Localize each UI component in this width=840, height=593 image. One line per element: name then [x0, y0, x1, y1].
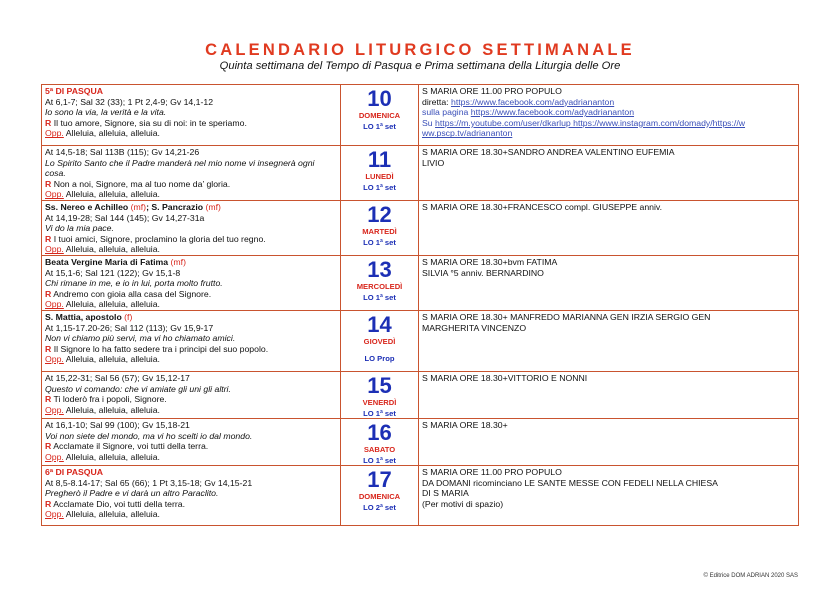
response-marker: R — [45, 288, 52, 299]
page-subtitle: Quinta settimana del Tempo di Pasqua e Prima settimana della Liturgia delle Ore — [219, 60, 621, 72]
antiphon-line — [45, 223, 337, 234]
feast-heading — [45, 202, 337, 213]
readings-line — [45, 323, 337, 334]
response-text: Acclamate Dio, voi tutti della terra. — [53, 498, 186, 509]
response-text: Andremo con gioia alla casa del Signore. — [53, 288, 212, 299]
response-marker: R — [45, 343, 52, 354]
feast-rank: (mf) — [168, 256, 186, 267]
liturgy-hours-week: LO 1ª set — [363, 292, 396, 302]
liturgy-hours-week: LO 1ª set — [363, 455, 396, 465]
day-row — [42, 200, 799, 255]
response-text: Non a noi, Signore, ma al tuo nome da’ gloria. — [53, 178, 231, 189]
opp-text: Alleluia, alleluia, alleluia. — [65, 299, 160, 310]
mass-note: MARGHERITA VINCENZO — [422, 322, 527, 333]
stream-link-line — [422, 97, 795, 108]
mass-note: S MARIA ORE 18.30+ MANFREDO MARIANNA GEN IRZIA SERGIO GEN — [422, 311, 711, 322]
day-name: LUNEDÌ — [365, 172, 394, 181]
stream-link-line — [422, 128, 795, 139]
date-cell — [341, 255, 419, 310]
opp-line — [45, 405, 337, 416]
feast-name: 6ª DI PASQUA — [45, 466, 104, 477]
day-number: 13 — [367, 256, 392, 282]
feast-name: Ss. Nereo e Achilleo — [45, 201, 129, 212]
mass-note: DA DOMANI ricominciano LE SANTE MESSE CON FEDELI NELLA CHIESA — [422, 477, 718, 488]
readings-cell — [42, 146, 341, 201]
antiphon-text: Chi rimane in me, e io in lui, porta molto frutto. — [45, 278, 223, 289]
readings-text: At 1,15-17.20-26; Sal 112 (113); Gv 15,9-17 — [45, 322, 214, 333]
response-line — [45, 499, 337, 510]
liturgy-hours-week: LO 1ª set — [363, 237, 396, 247]
response-line — [45, 234, 337, 245]
opp-text: Alleluia, alleluia, alleluia. — [65, 451, 160, 462]
feast-name: 5ª DI PASQUA — [45, 86, 104, 96]
stream-link-label: sulla pagina — [422, 107, 471, 118]
stream-link-label: diretta: — [422, 96, 451, 107]
mass-notes-cell — [419, 310, 799, 371]
day-name: VENERDÌ — [362, 397, 397, 407]
opp-marker: Opp. — [45, 244, 64, 255]
day-name: SABATO — [363, 444, 396, 454]
liturgy-hours-week: LO 1ª set — [363, 122, 396, 131]
response-marker: R — [45, 233, 52, 244]
antiphon-text: Questo vi comando: che vi amiate gli uni gli altri. — [45, 383, 231, 394]
mass-notes-cell — [419, 255, 799, 310]
date-cell — [341, 418, 419, 465]
day-row — [42, 146, 799, 201]
stream-link-line — [422, 118, 795, 129]
opp-line — [45, 354, 337, 365]
feast-name: Beata Vergine Maria di Fatima — [45, 256, 169, 267]
day-name: GIOVEDÌ — [363, 336, 396, 346]
response-text: Ti loderò fra i popoli, Signore. — [53, 394, 167, 405]
opp-line — [45, 299, 337, 310]
mass-note: S MARIA ORE 18.30+bvm FATIMA — [422, 256, 558, 267]
antiphon-text: Lo Spirito Santo che il Padre manderà nel mio nome vi insegnerà ogni cosa. — [45, 157, 315, 179]
day-row — [42, 418, 799, 465]
response-marker: R — [45, 178, 52, 189]
response-line — [45, 441, 337, 452]
readings-cell — [42, 310, 341, 371]
date-cell — [341, 85, 419, 146]
opp-line — [45, 244, 337, 255]
feast-rank-2: (mf) — [203, 201, 221, 212]
copyright-note: © Editrice DOM ADRIAN 2020 SAS — [703, 573, 798, 579]
response-line — [45, 344, 337, 355]
antiphon-text: Voi non siete del mondo, ma vi ho scelti io dal mondo. — [45, 430, 253, 441]
day-row — [42, 371, 799, 418]
readings-cell — [42, 255, 341, 310]
date-cell — [341, 200, 419, 255]
response-line — [45, 118, 337, 129]
readings-text: At 8,5-8.14-17; Sal 65 (66); 1 Pt 3,15-18; Gv 14,15-21 — [45, 477, 253, 488]
day-row — [42, 310, 799, 371]
liturgy-hours-week: LO 1ª set — [363, 183, 396, 192]
opp-line — [45, 189, 337, 200]
day-row — [42, 85, 799, 146]
stream-link[interactable]: https://www.facebook.com/adyadriananton — [450, 96, 615, 107]
mass-notes-cell — [419, 200, 799, 255]
opp-marker: Opp. — [45, 404, 64, 415]
mass-note: (Per motivi di spazio) — [422, 498, 504, 509]
date-cell — [341, 371, 419, 418]
antiphon-line — [45, 333, 337, 344]
antiphon-line — [45, 384, 337, 395]
opp-line — [45, 128, 337, 139]
stream-link[interactable]: https://www.facebook.com/adyadriananton — [470, 107, 635, 118]
response-text: I tuoi amici, Signore, proclamino la gloria del tuo regno. — [53, 233, 266, 244]
feast-heading — [45, 257, 337, 268]
day-name: DOMENICA — [358, 111, 401, 120]
antiphon-line — [45, 488, 337, 499]
mass-notes-cell — [419, 85, 799, 146]
day-name: DOMENICA — [358, 491, 401, 501]
feast-heading — [45, 86, 337, 97]
opp-marker: Opp. — [45, 189, 64, 200]
day-row — [42, 465, 799, 525]
readings-text: At 14,5-18; Sal 113B (115); Gv 14,21-26 — [45, 147, 200, 157]
day-number: 16 — [367, 419, 392, 445]
mass-note: S MARIA ORE 18.30+ — [422, 419, 508, 430]
response-line — [45, 394, 337, 405]
liturgy-hours-week: LO 1ª set — [363, 408, 396, 418]
antiphon-text: Pregherò il Padre e vi darà un altro Paraclito. — [45, 488, 219, 499]
opp-marker: Opp. — [45, 128, 64, 139]
day-row — [42, 255, 799, 310]
feast-rank: (mf) — [128, 201, 147, 212]
mass-note: S MARIA ORE 11.00 PRO POPULO — [422, 466, 562, 477]
readings-cell — [42, 200, 341, 255]
response-marker: R — [45, 498, 52, 509]
mass-note: S MARIA ORE 18.30+SANDRO ANDREA VALENTINO EUFEMIA — [422, 147, 675, 157]
date-cell — [341, 310, 419, 371]
readings-text: At 15,1-6; Sal 121 (122); Gv 15,1-8 — [45, 267, 181, 278]
readings-cell — [42, 371, 341, 418]
opp-text: Alleluia, alleluia, alleluia. — [65, 128, 160, 139]
feast-name: S. Mattia, apostolo — [45, 311, 122, 322]
response-marker: R — [45, 394, 52, 405]
stream-link-label: Su — [422, 117, 436, 128]
opp-line — [45, 509, 337, 520]
readings-cell — [42, 465, 341, 525]
feast-rank: (f) — [121, 311, 133, 322]
antiphon-line — [45, 278, 337, 289]
opp-marker: Opp. — [45, 509, 64, 520]
date-cell — [341, 465, 419, 525]
antiphon-text: Vi do la mia pace. — [45, 223, 114, 234]
readings-line — [45, 373, 337, 384]
stream-link[interactable]: ww.pscp.tv/adriananton — [422, 128, 513, 139]
day-name: MERCOLEDÌ — [356, 281, 403, 291]
day-number: 17 — [367, 466, 392, 492]
opp-text: Alleluia, alleluia, alleluia. — [65, 509, 160, 520]
feast-heading — [45, 312, 337, 323]
antiphon-line — [45, 431, 337, 442]
antiphon-line — [45, 107, 337, 118]
antiphon-text: Non vi chiamo più servi, ma vi ho chiamato amici. — [45, 333, 236, 344]
opp-text: Alleluia, alleluia, alleluia. — [65, 404, 160, 415]
opp-marker: Opp. — [45, 451, 64, 462]
stream-link[interactable]: https://m.youtube.com/user/dkarlup https://www.instagram.com/domady/https://w — [435, 117, 746, 128]
opp-line — [45, 452, 337, 463]
readings-line — [45, 420, 337, 431]
feast-name-2: ; S. Pancrazio — [146, 201, 204, 212]
day-number: 10 — [367, 86, 392, 111]
mass-note: LIVIO — [422, 157, 445, 168]
antiphon-line — [45, 158, 337, 179]
opp-text: Alleluia, alleluia, alleluia. — [65, 189, 160, 200]
response-line — [45, 179, 337, 190]
mass-notes-cell — [419, 465, 799, 525]
mass-note: S MARIA ORE 11.00 PRO POPULO — [422, 86, 562, 96]
readings-line — [45, 268, 337, 279]
response-text: Il tuo amore, Signore, sia su di noi: in te speriamo. — [53, 117, 247, 128]
response-line — [45, 289, 337, 300]
response-text: Il Signore lo ha fatto sedere tra i principi del suo popolo. — [53, 343, 269, 354]
opp-marker: Opp. — [45, 354, 64, 365]
mass-note: SILVIA °5 anniv. BERNARDINO — [422, 267, 544, 278]
readings-text: At 6,1-7; Sal 32 (33); 1 Pt 2,4-9; Gv 14,1-12 — [45, 96, 214, 107]
day-number: 12 — [367, 201, 392, 227]
readings-line — [45, 147, 337, 158]
page-title: CALENDARIO LITURGICO SETTIMANALE — [205, 41, 635, 59]
response-text: Acclamate il Signore, voi tutti della terra. — [53, 441, 209, 452]
readings-cell — [42, 418, 341, 465]
mass-notes-cell — [419, 371, 799, 418]
date-cell — [341, 146, 419, 201]
day-number: 15 — [367, 372, 392, 398]
readings-text: At 16,1-10; Sal 99 (100); Gv 15,18-21 — [45, 419, 190, 430]
response-marker: R — [45, 117, 52, 128]
readings-text: At 14,19-28; Sal 144 (145); Gv 14,27-31a — [45, 212, 205, 223]
opp-text: Alleluia, alleluia, alleluia. — [65, 244, 160, 255]
day-number: 14 — [367, 311, 392, 337]
day-number: 11 — [367, 147, 392, 172]
response-marker: R — [45, 441, 52, 452]
antiphon-text: Io sono la via, la verità e la vita. — [45, 107, 167, 118]
mass-note: DI S MARIA — [422, 488, 469, 499]
readings-text: At 15,22-31; Sal 56 (57); Gv 15,12-17 — [45, 372, 190, 383]
readings-line — [45, 97, 337, 108]
liturgy-hours-week: LO Prop — [364, 353, 395, 363]
stream-link-line — [422, 107, 795, 118]
readings-cell — [42, 85, 341, 146]
mass-note: S MARIA ORE 18.30+FRANCESCO compl. GIUSEPPE anniv. — [422, 201, 663, 212]
opp-marker: Opp. — [45, 299, 64, 310]
calendar-table — [41, 84, 799, 526]
readings-line — [45, 213, 337, 224]
feast-heading — [45, 467, 337, 478]
readings-line — [45, 478, 337, 489]
opp-text: Alleluia, alleluia, alleluia. — [65, 354, 160, 365]
mass-notes-cell — [419, 146, 799, 201]
day-name: MARTEDÌ — [362, 226, 397, 236]
liturgy-hours-week: LO 2ª set — [363, 502, 396, 512]
mass-notes-cell — [419, 418, 799, 465]
mass-note: S MARIA ORE 18.30+VITTORIO E NONNI — [422, 372, 588, 383]
